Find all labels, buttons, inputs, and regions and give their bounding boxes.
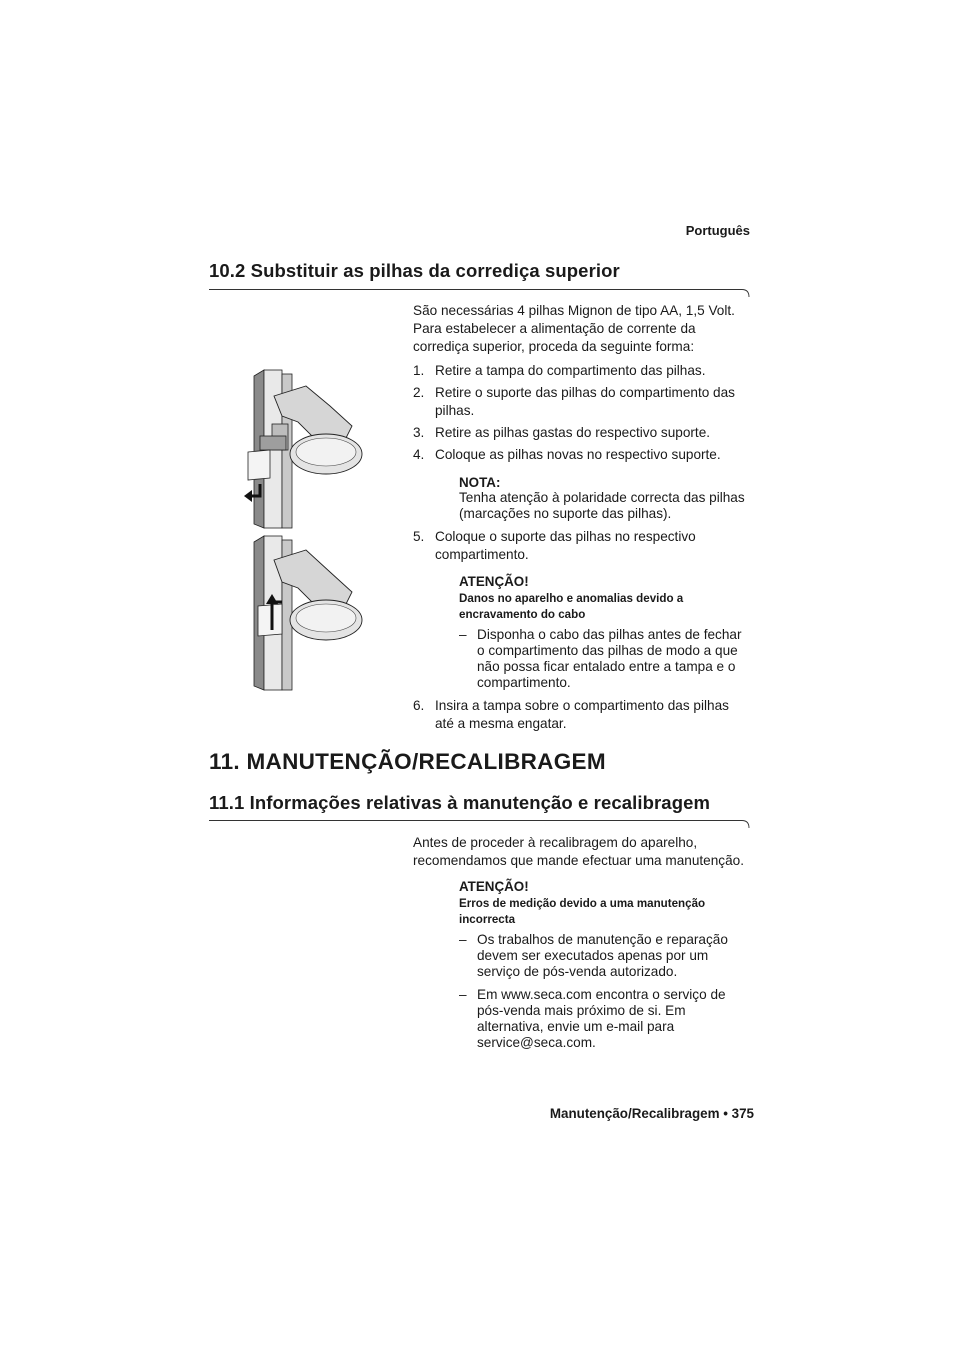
- warning-list: [459, 932, 759, 1051]
- list-item: – Em www.seca.com encontra o serviço de pós-venda mais próximo de si. Em alternativa, envie um e-mail para service@seca.com.: [459, 987, 726, 1050]
- warning-subtitle: Danos no aparelho e anomalias devido a encravamento do cabo: [459, 592, 684, 621]
- steps-list: [413, 362, 758, 464]
- list-item: 1. Retire a tampa do compartimento das pilhas.: [413, 363, 706, 378]
- maintenance-intro: Antes de proceder à recalibragem do aparelho, recomendamos que mande efectuar uma manutenção.: [413, 835, 744, 868]
- battery-insertion-illustration: [242, 530, 364, 692]
- list-item: 6. Insira a tampa sobre o compartimento das pilhas até a mesma engatar.: [413, 698, 729, 731]
- section-divider: [209, 817, 750, 831]
- list-item: – Disponha o cabo das pilhas antes de fechar o compartimento das pilhas de modo a que não possa ficar entalado entre a tampa e o compartimento.: [459, 627, 742, 690]
- note-label: NOTA:: [459, 475, 501, 490]
- section-divider: [209, 286, 750, 300]
- warning-label: ATENÇÃO!: [459, 574, 529, 589]
- language-label: Português: [685, 223, 750, 238]
- intro-paragraph: São necessárias 4 pilhas Mignon de tipo AA, 1,5 Volt. Para estabelecer a alimentação de corrente da corrediça superior, proceda da seguinte forma:: [413, 303, 735, 354]
- warning-block-maintenance: [459, 879, 759, 1051]
- step-6: [413, 697, 758, 733]
- section-heading-11-1: 11.1 Informações relativas à manutenção e recalibragem: [209, 792, 711, 813]
- page-footer: Manutenção/Recalibragem • 375: [549, 1106, 754, 1121]
- chapter-heading-11: 11. MANUTENÇÃO/RECALIBRAGEM: [209, 749, 606, 774]
- note-block: NOTA: Tenha atenção à polaridade correcta das pilhas (marcações no suporte das pilhas).: [459, 475, 759, 522]
- list-item: 2. Retire o suporte das pilhas do compartimento das pilhas.: [413, 385, 735, 418]
- list-item: 5. Coloque o suporte das pilhas no respectivo compartimento.: [413, 529, 696, 562]
- warning-label: ATENÇÃO!: [459, 879, 529, 894]
- warning-subtitle: Erros de medição devido a uma manutenção incorrecta: [459, 897, 706, 926]
- section-heading-10-2: 10.2 Substituir as pilhas da corrediça superior: [209, 260, 620, 281]
- list-item: – Os trabalhos de manutenção e reparação devem ser executados apenas por um serviço de pós-venda autorizado.: [459, 932, 728, 979]
- warning-block-cable: [459, 574, 759, 691]
- step-5: [413, 528, 758, 564]
- list-item: 3. Retire as pilhas gastas do respectivo suporte.: [413, 425, 711, 440]
- list-item: 4. Coloque as pilhas novas no respectivo suporte.: [413, 447, 721, 462]
- battery-removal-illustration: [242, 366, 364, 530]
- warning-list: [459, 627, 759, 691]
